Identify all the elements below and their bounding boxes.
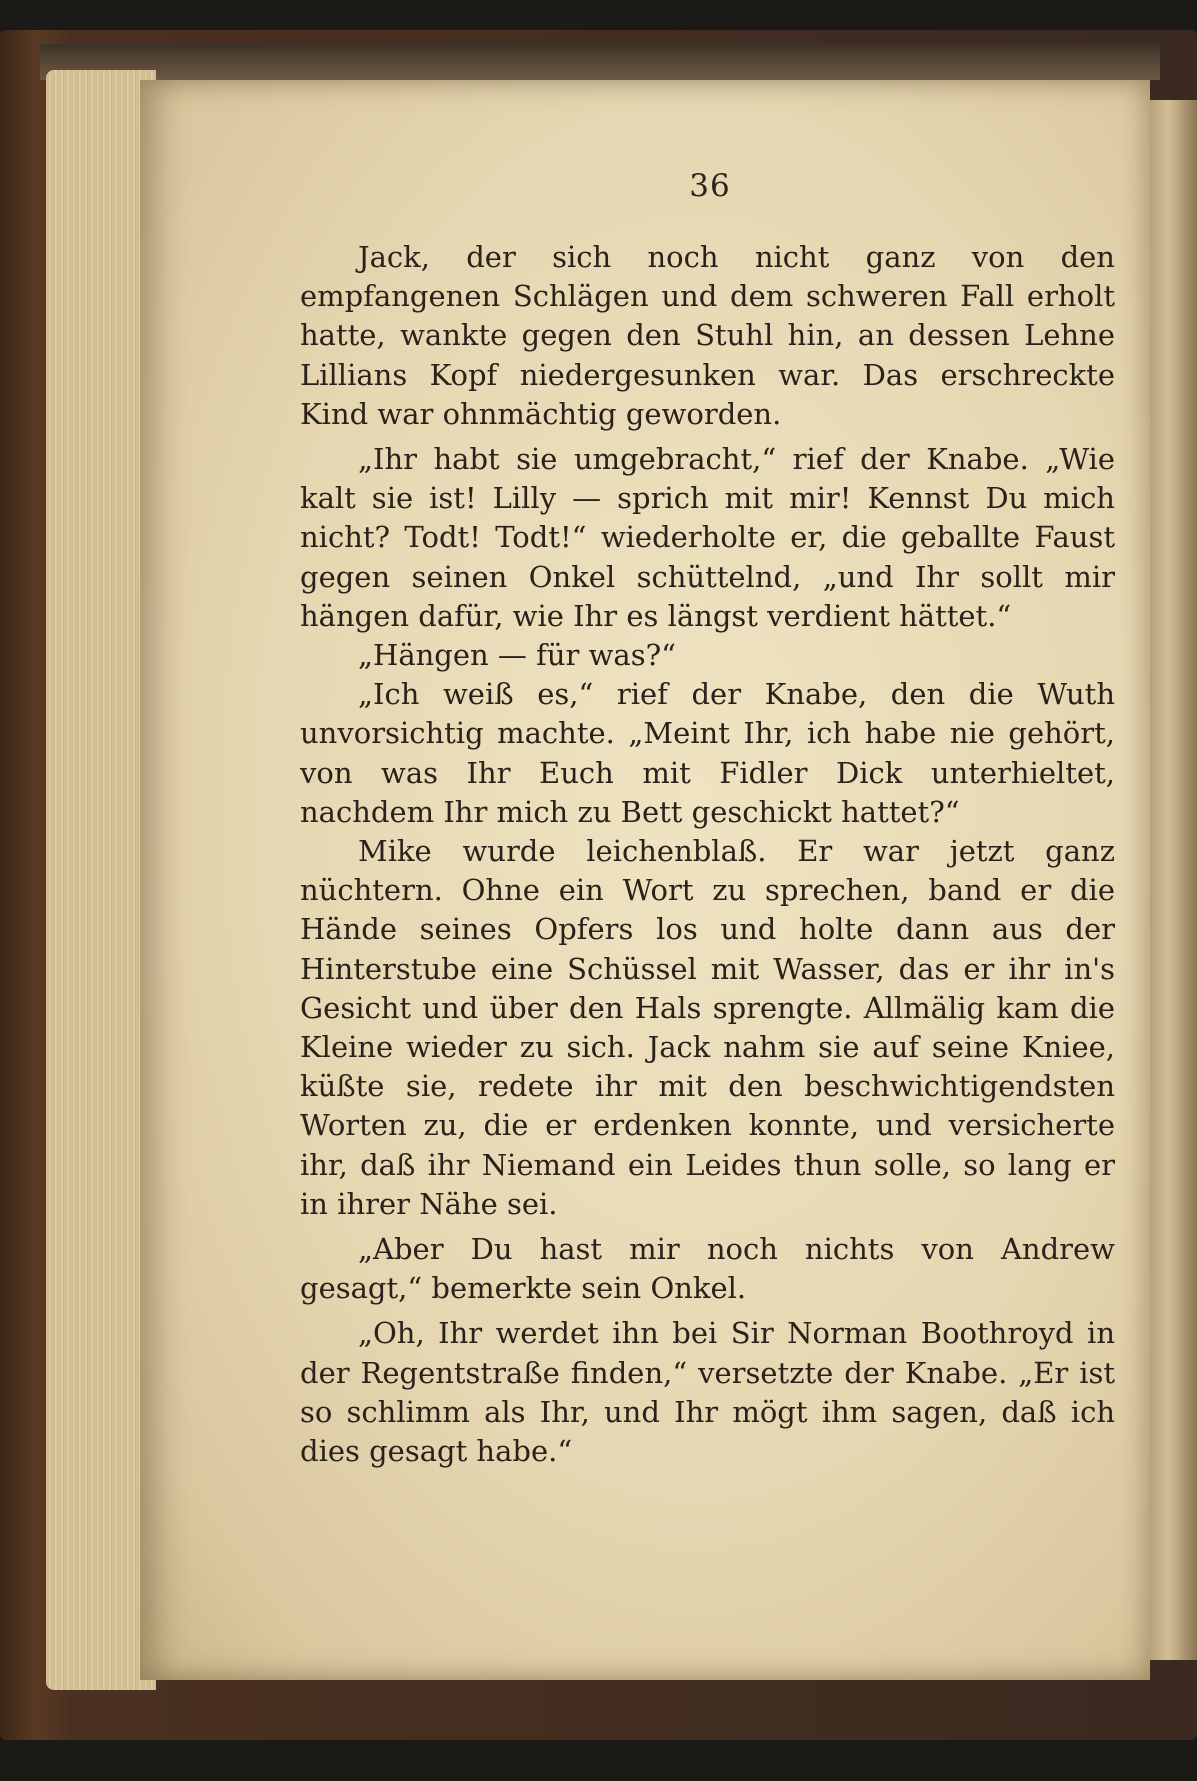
- paragraph: „Ihr habt sie umgebracht,“ rief der Knabe. „Wie kalt sie ist! Lilly — sprich mit mir! Kennst Du mich nicht? Todt! Todt!“ wiederholte er, die geballte Faust gegen seinen Onkel schüttelnd, „und Ihr sollt mir hängen dafür, wie Ihr es längst verdient hättet.“: [300, 442, 1115, 633]
- page-number: 36: [689, 168, 731, 204]
- paragraph: „Hängen — für was?“: [358, 638, 676, 673]
- paragraph: Jack, der sich noch nicht ganz von den empfangenen Schlägen und dem schweren Fall erholt hatte, wankte gegen den Stuhl hin, an dessen Lehne Lillians Kopf niedergesunken war. Das erschreckte Kind war ohnmächtig geworden.: [300, 240, 1115, 431]
- cover-top-edge: [40, 44, 1160, 80]
- paragraph: „Ich weiß es,“ rief der Knabe, den die Wuth unvorsichtig machte. „Meint Ihr, ich habe nie gehört, von was Ihr Euch mit Fidler Dick unterhieltet, nachdem Ihr mich zu Bett geschickt hattet?“: [300, 677, 1115, 829]
- paragraph: Mike wurde leichenblaß. Er war jetzt ganz nüchtern. Ohne ein Wort zu sprechen, band er die Hände seines Opfers los und holte dann aus der Hinterstube eine Schüssel mit Wasser, das er ihr in's Gesicht und über den Hals sprengte. Allmälig kam die Kleine wieder zu sich. Jack nahm sie auf seine Kniee, küßte sie, redete ihr mit den beschwichtigendsten Worten zu, die er erdenken konnte, und versicherte ihr, daß ihr Niemand ein Leides thun solle, so lang er in ihrer Nähe sei.: [300, 834, 1115, 1221]
- paragraph: „Oh, Ihr werdet ihn bei Sir Norman Boothroyd in der Regentstraße finden,“ versetzte der Knabe. „Er ist so schlimm als Ihr, und Ihr mögt ihm sagen, daß ich dies gesagt habe.“: [300, 1316, 1115, 1469]
- next-page-edge: [1150, 100, 1197, 1660]
- paragraph: „Aber Du hast mir noch nichts von Andrew gesagt,“ bemerkte sein Onkel.: [300, 1232, 1115, 1306]
- page-text: [300, 238, 1115, 1471]
